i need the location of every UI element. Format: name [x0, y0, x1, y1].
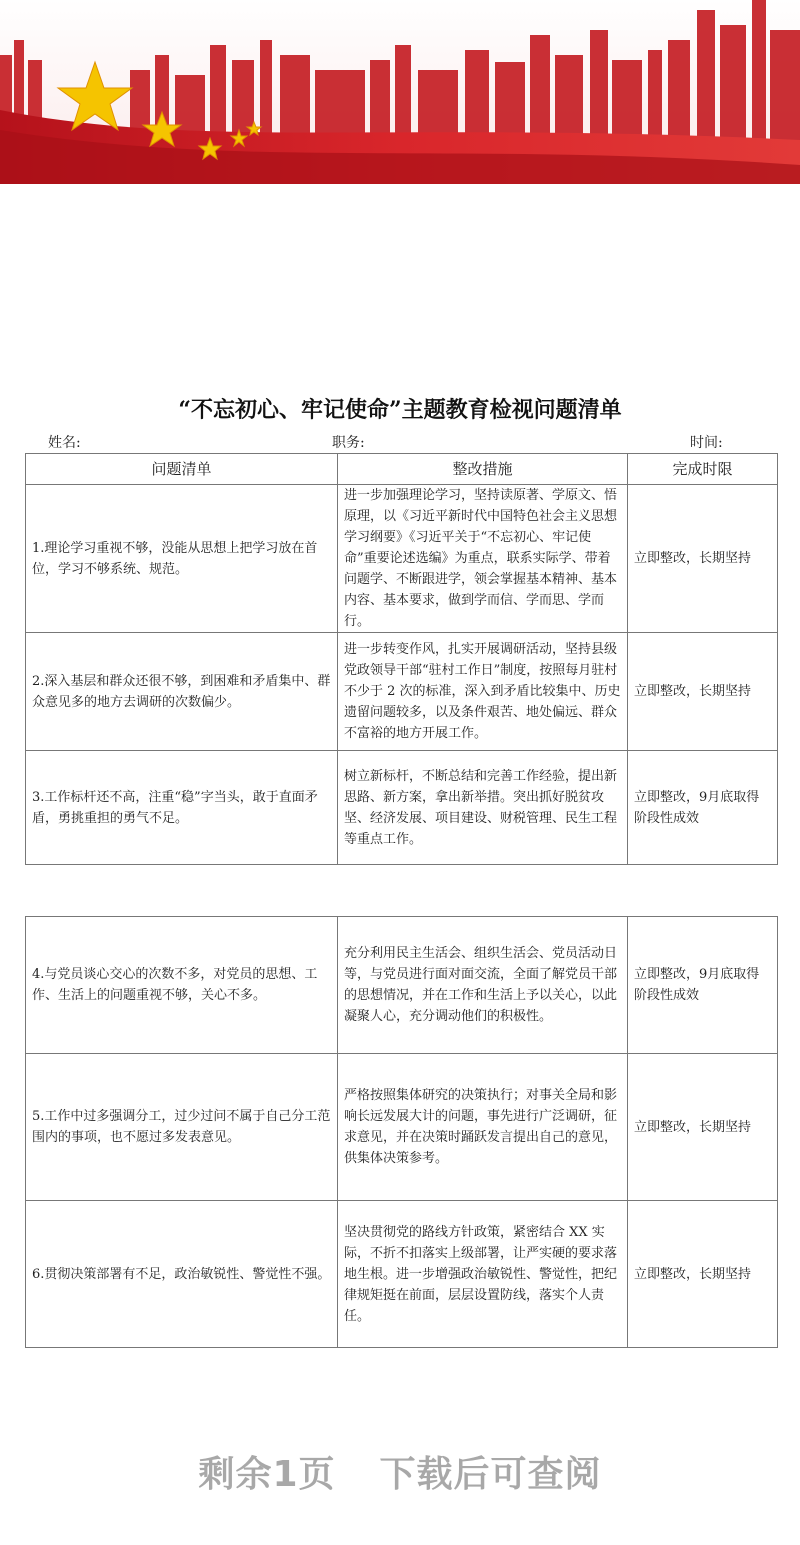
deadline-cell: 立即整改，长期坚持: [628, 633, 778, 751]
deadline-cell: 立即整改，9月底取得阶段性成效: [628, 751, 778, 865]
measure-cell: 进一步转变作风，扎实开展调研活动，坚持县级党政领导干部“驻村工作日”制度，按照每月驻村不少于 2 次的标准，深入到矛盾比较集中、历史遗留问题较多，以及条件艰苦、地处偏远、群众不富裕的地方开展工作。: [338, 633, 628, 751]
table-row: [26, 917, 778, 1054]
position-label: 职务:: [332, 435, 365, 451]
issues-table-part-1: [25, 453, 778, 865]
measure-cell: 充分利用民主生活会、组织生活会、党员活动日等，与党员进行面对面交流，全面了解党员干部的思想情况，并在工作和生活上予以关心，以此凝聚人心，充分调动他们的积极性。: [338, 917, 628, 1054]
table-row: [26, 633, 778, 751]
issues-table-part-2: [25, 916, 778, 1348]
header-measures: 整改措施: [338, 454, 628, 485]
remaining-pages-text: 剩余1页: [198, 1454, 336, 1495]
name-label: 姓名:: [48, 435, 81, 451]
problem-cell: 4.与党员谈心交心的次数不多，对党员的思想、工作、生活上的问题重视不够，关心不多。: [26, 917, 338, 1054]
problem-cell: 6.贯彻决策部署有不足，政治敏锐性、警觉性不强。: [26, 1201, 338, 1348]
table-row: [26, 1201, 778, 1348]
page-title: “不忘初心、牢记使命”主题教育检视问题清单: [178, 397, 622, 423]
measure-cell: 进一步加强理论学习，坚持读原著、学原文、悟原理，以《习近平新时代中国特色社会主义思想学习纲要》《习近平关于“不忘初心、牢记使命”重要论述选编》为重点，联系实际学、带着问题学、不断跟进学，领会掌握基本精神、基本内容、基本要求，做到学而信、学而思、学而行。: [338, 485, 628, 633]
table-row: [26, 1054, 778, 1201]
table-header-row: [26, 454, 778, 485]
table-row: [26, 751, 778, 865]
deadline-cell: 立即整改，长期坚持: [628, 1201, 778, 1348]
measure-cell: 严格按照集体研究的决策执行；对事关全局和影响长远发展大计的问题，事先进行广泛调研，征求意见，并在决策时踊跃发言提出自己的意见，供集体决策参考。: [338, 1054, 628, 1201]
problem-cell: 2.深入基层和群众还很不够，到困难和矛盾集中、群众意见多的地方去调研的次数偏少。: [26, 633, 338, 751]
deadline-cell: 立即整改，长期坚持: [628, 485, 778, 633]
header-problems: 问题清单: [26, 454, 338, 485]
deadline-cell: 立即整改，9月底取得阶段性成效: [628, 917, 778, 1054]
download-prompt[interactable]: [0, 1446, 800, 1497]
download-to-view-text: 下载后可查阅: [379, 1454, 602, 1495]
problem-cell: 5.工作中过多强调分工，过少过问不属于自己分工范围内的事项，也不愿过多发表意见。: [26, 1054, 338, 1201]
table-row: [26, 485, 778, 633]
measure-cell: 树立新标杆，不断总结和完善工作经验，提出新思路、新方案，拿出新举措。突出抓好脱贫攻坚、经济发展、项目建设、财税管理、民生工程等重点工作。: [338, 751, 628, 865]
time-label: 时间:: [690, 435, 723, 451]
header-deadline: 完成时限: [628, 454, 778, 485]
problem-cell: 3.工作标杆还不高，注重“稳”字当头，敢于直面矛盾，勇挑重担的勇气不足。: [26, 751, 338, 865]
deadline-cell: 立即整改，长期坚持: [628, 1054, 778, 1201]
measure-cell: 坚决贯彻党的路线方针政策，紧密结合 XX 实际，不折不扣落实上级部署，让严实硬的要求落地生根。进一步增强政治敏锐性、警觉性，把纪律规矩挺在前面，层层设置防线，落实个人责任。: [338, 1201, 628, 1348]
problem-cell: 1.理论学习重视不够，没能从思想上把学习放在首位，学习不够系统、规范。: [26, 485, 338, 633]
red-skyline-banner: [0, 0, 800, 184]
